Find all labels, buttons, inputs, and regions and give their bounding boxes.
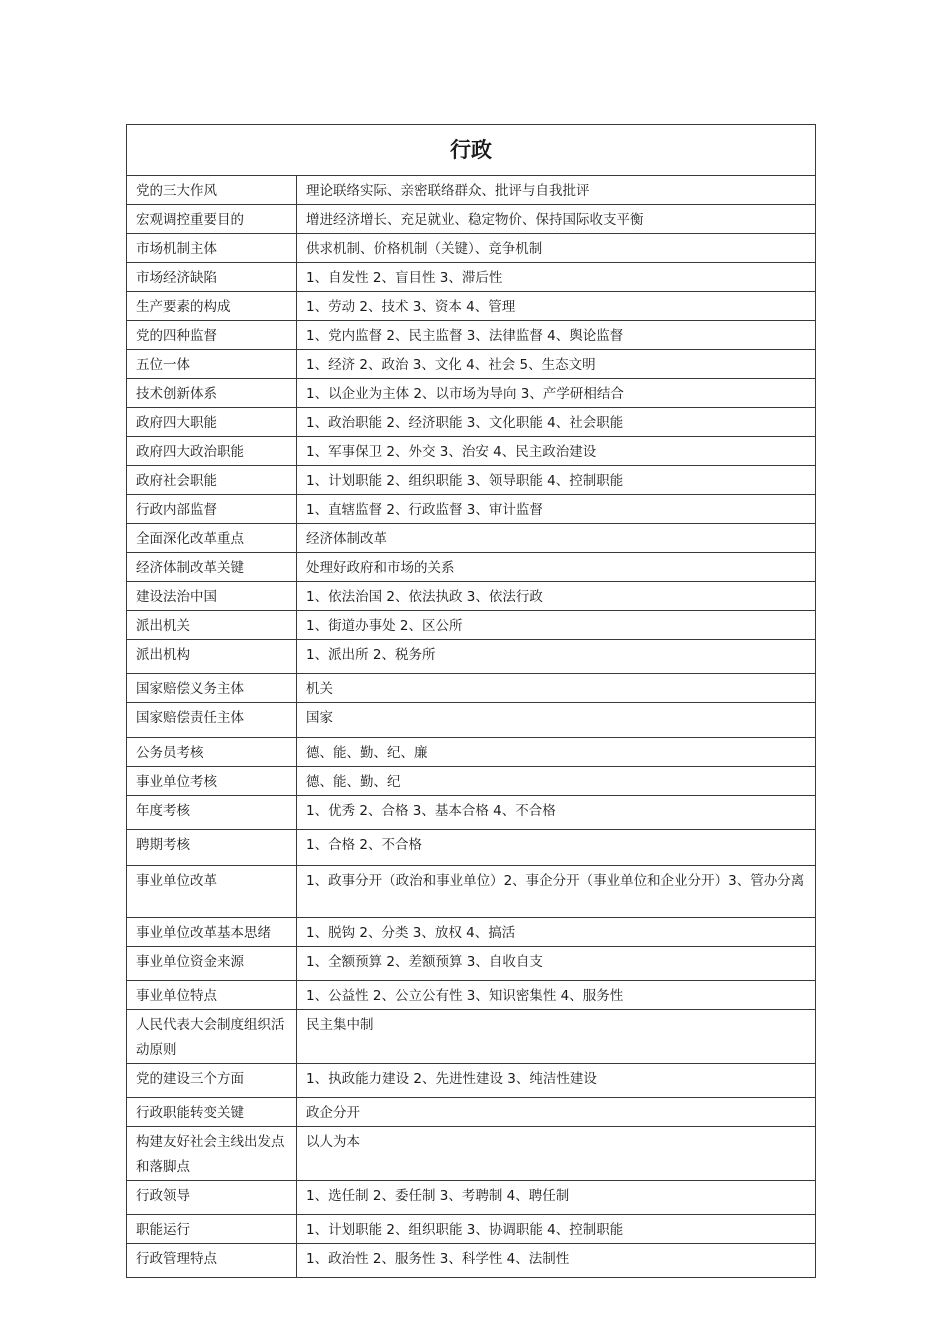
content-cell: 理论联络实际、亲密联络群众、批评与自我批评 xyxy=(297,176,816,205)
content-cell: 德、能、勤、纪、廉 xyxy=(297,738,816,767)
term-cell: 行政内部监督 xyxy=(127,495,297,524)
table-row xyxy=(127,767,816,796)
term-cell: 党的建设三个方面 xyxy=(127,1064,297,1098)
term-cell: 党的四种监督 xyxy=(127,321,297,350)
table-row xyxy=(127,866,816,918)
content-cell: 民主集中制 xyxy=(297,1010,816,1064)
content-cell: 1、派出所 2、税务所 xyxy=(297,640,816,674)
table-title: 行政 xyxy=(127,125,816,176)
term-cell: 建设法治中国 xyxy=(127,582,297,611)
table-row xyxy=(127,1181,816,1215)
term-cell: 公务员考核 xyxy=(127,738,297,767)
term-cell: 行政管理特点 xyxy=(127,1244,297,1278)
table-row xyxy=(127,674,816,703)
term-cell: 职能运行 xyxy=(127,1215,297,1244)
table-row xyxy=(127,1010,816,1064)
term-cell: 事业单位资金来源 xyxy=(127,947,297,981)
term-cell: 经济体制改革关键 xyxy=(127,553,297,582)
term-cell: 党的三大作风 xyxy=(127,176,297,205)
table-row xyxy=(127,1244,816,1278)
content-cell: 经济体制改革 xyxy=(297,524,816,553)
table-row xyxy=(127,553,816,582)
table-row xyxy=(127,176,816,205)
table-row xyxy=(127,1064,816,1098)
table-row xyxy=(127,796,816,830)
admin-terms-table xyxy=(126,124,816,1278)
term-cell: 国家赔偿责任主体 xyxy=(127,703,297,738)
table-row xyxy=(127,830,816,866)
content-cell: 1、全额预算 2、差额预算 3、自收自支 xyxy=(297,947,816,981)
table-row xyxy=(127,738,816,767)
table-row xyxy=(127,437,816,466)
term-cell: 政府四大职能 xyxy=(127,408,297,437)
content-cell: 1、街道办事处 2、区公所 xyxy=(297,611,816,640)
term-cell: 五位一体 xyxy=(127,350,297,379)
table-title-row xyxy=(127,125,816,176)
term-cell: 事业单位改革基本思绪 xyxy=(127,918,297,947)
term-cell: 人民代表大会制度组织活动原则 xyxy=(127,1010,297,1064)
content-cell: 1、执政能力建设 2、先进性建设 3、纯洁性建设 xyxy=(297,1064,816,1098)
term-cell: 行政领导 xyxy=(127,1181,297,1215)
document-page xyxy=(126,124,815,1278)
table-row xyxy=(127,524,816,553)
content-cell: 1、计划职能 2、组织职能 3、领导职能 4、控制职能 xyxy=(297,466,816,495)
term-cell: 事业单位改革 xyxy=(127,866,297,918)
term-cell: 聘期考核 xyxy=(127,830,297,866)
content-cell: 德、能、勤、纪 xyxy=(297,767,816,796)
table-row xyxy=(127,495,816,524)
content-cell: 1、直辖监督 2、行政监督 3、审计监督 xyxy=(297,495,816,524)
term-cell: 年度考核 xyxy=(127,796,297,830)
table-row xyxy=(127,1215,816,1244)
content-cell: 机关 xyxy=(297,674,816,703)
content-cell: 1、军事保卫 2、外交 3、治安 4、民主政治建设 xyxy=(297,437,816,466)
term-cell: 国家赔偿义务主体 xyxy=(127,674,297,703)
table-row xyxy=(127,981,816,1010)
content-cell: 1、以企业为主体 2、以市场为导向 3、产学研相结合 xyxy=(297,379,816,408)
table-row xyxy=(127,408,816,437)
table-row xyxy=(127,918,816,947)
content-cell: 增进经济增长、充足就业、稳定物价、保持国际收支平衡 xyxy=(297,205,816,234)
table-row xyxy=(127,582,816,611)
term-cell: 行政职能转变关键 xyxy=(127,1098,297,1127)
content-cell: 处理好政府和市场的关系 xyxy=(297,553,816,582)
term-cell: 宏观调控重要目的 xyxy=(127,205,297,234)
content-cell: 政企分开 xyxy=(297,1098,816,1127)
table-row xyxy=(127,947,816,981)
table-row xyxy=(127,1098,816,1127)
term-cell: 市场机制主体 xyxy=(127,234,297,263)
table-row xyxy=(127,703,816,738)
content-cell: 1、经济 2、政治 3、文化 4、社会 5、生态文明 xyxy=(297,350,816,379)
content-cell: 1、合格 2、不合格 xyxy=(297,830,816,866)
content-cell: 供求机制、价格机制（关键）、竞争机制 xyxy=(297,234,816,263)
term-cell: 构建友好社会主线出发点和落脚点 xyxy=(127,1127,297,1181)
term-cell: 市场经济缺陷 xyxy=(127,263,297,292)
table-row xyxy=(127,292,816,321)
term-cell: 全面深化改革重点 xyxy=(127,524,297,553)
content-cell: 1、政事分开（政治和事业单位）2、事企分开（事业单位和企业分开）3、管办分离 xyxy=(297,866,816,918)
table-row xyxy=(127,611,816,640)
content-cell: 1、公益性 2、公立公有性 3、知识密集性 4、服务性 xyxy=(297,981,816,1010)
content-cell: 1、脱钩 2、分类 3、放权 4、搞活 xyxy=(297,918,816,947)
content-cell: 1、优秀 2、合格 3、基本合格 4、不合格 xyxy=(297,796,816,830)
content-cell: 1、依法治国 2、依法执政 3、依法行政 xyxy=(297,582,816,611)
content-cell: 1、劳动 2、技术 3、资本 4、管理 xyxy=(297,292,816,321)
term-cell: 生产要素的构成 xyxy=(127,292,297,321)
table-row xyxy=(127,350,816,379)
content-cell: 1、党内监督 2、民主监督 3、法律监督 4、舆论监督 xyxy=(297,321,816,350)
term-cell: 派出机构 xyxy=(127,640,297,674)
table-row xyxy=(127,1127,816,1181)
content-cell: 1、政治性 2、服务性 3、科学性 4、法制性 xyxy=(297,1244,816,1278)
term-cell: 政府社会职能 xyxy=(127,466,297,495)
table-row xyxy=(127,205,816,234)
table-row xyxy=(127,466,816,495)
term-cell: 事业单位特点 xyxy=(127,981,297,1010)
content-cell: 1、政治职能 2、经济职能 3、文化职能 4、社会职能 xyxy=(297,408,816,437)
term-cell: 政府四大政治职能 xyxy=(127,437,297,466)
term-cell: 事业单位考核 xyxy=(127,767,297,796)
table-row xyxy=(127,640,816,674)
content-cell: 1、计划职能 2、组织职能 3、协调职能 4、控制职能 xyxy=(297,1215,816,1244)
table-row xyxy=(127,263,816,292)
table-row xyxy=(127,321,816,350)
term-cell: 技术创新体系 xyxy=(127,379,297,408)
content-cell: 以人为本 xyxy=(297,1127,816,1181)
term-cell: 派出机关 xyxy=(127,611,297,640)
content-cell: 1、选任制 2、委任制 3、考聘制 4、聘任制 xyxy=(297,1181,816,1215)
table-row xyxy=(127,234,816,263)
content-cell: 1、自发性 2、盲目性 3、滞后性 xyxy=(297,263,816,292)
content-cell: 国家 xyxy=(297,703,816,738)
table-row xyxy=(127,379,816,408)
